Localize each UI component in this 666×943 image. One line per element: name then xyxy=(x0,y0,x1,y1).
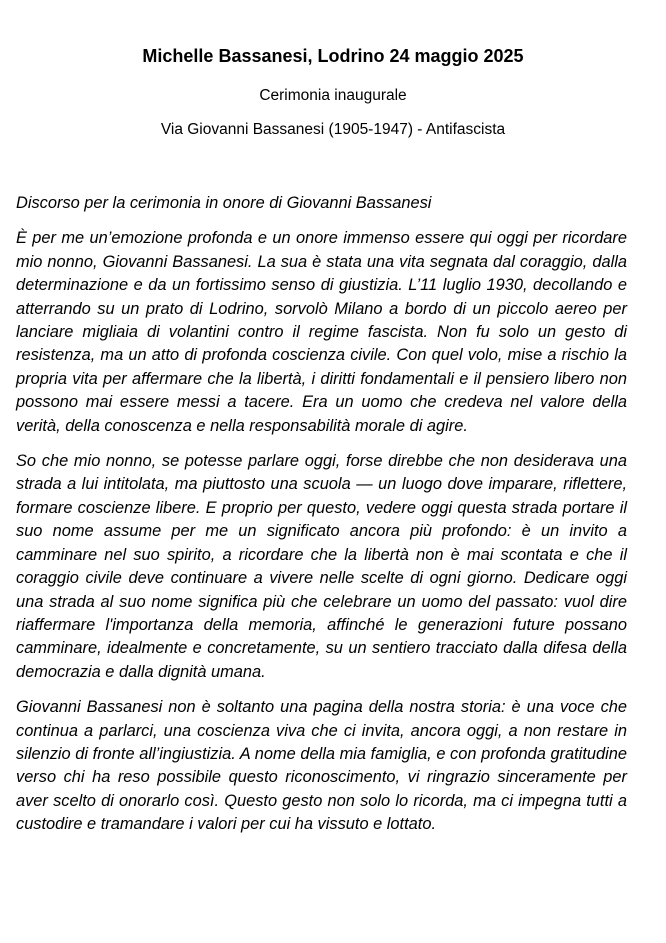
document-subtitle-street: Via Giovanni Bassanesi (1905-1947) - Antifascista xyxy=(160,121,506,138)
speech-paragraph-1: È per me un’emozione profonda e un onore immenso essere qui oggi per ricordare mio nonno, Giovanni Bassanesi. La sua è stata una vita segnata dal coraggio, dalla determinazione e da un fortissimo senso di giustizia. L’11 luglio 1930, decollando e atterrando su un prato di Lodrino, sorvolò Milano a bordo di un piccolo aereo per lanciare migliaia di volantini contro il regime fascista. Non fu solo un gesto di resistenza, ma un atto di profonda coscienza civile. Con quel volo, mise a rischio la propria vita per affermare che la libertà, i diritti fondamentali e il pensiero libero non possono mai essere messi a tacere. Era un uomo che credeva nel valore della verità, della conoscenza e nella responsabilità morale di agire. xyxy=(16,229,627,435)
speech-paragraph-3: Giovanni Bassanesi non è soltanto una pagina della nostra storia: è una voce che continua a parlarci, una coscienza viva che ci invita, ancora oggi, a non restare in silenzio di fronte all’ingiustizia. A nome della mia famiglia, e con profonda gratitudine verso chi ha reso possibile questo riconoscimento, vi ringrazio sinceramente per aver scelto di onorarlo così. Questo gesto non solo lo ricorda, ma ci impegna tutti a custodire e tramandare i valori per cui ha vissuto e lottato. xyxy=(16,698,627,834)
document-subtitle-ceremony: Cerimonia inaugurale xyxy=(259,87,407,104)
speech-body xyxy=(16,192,627,849)
document-title: Michelle Bassanesi, Lodrino 24 maggio 2025 xyxy=(142,46,524,66)
speech-intro: Discorso per la cerimonia in onore di Giovanni Bassanesi xyxy=(16,194,432,212)
speech-paragraph-2: So che mio nonno, se potesse parlare oggi, forse direbbe che non desiderava una strada a lui intitolata, ma piuttosto una scuola — un luogo dove imparare, riflettere, formare coscienze libere. E proprio per questo, vedere oggi questa strada portare il suo nome assume per me un significato ancora più profondo: è un invito a camminare nel suo spirito, a ricordare che la libertà non è mai scontata e che il coraggio civile deve continuare a vivere nelle scelte di ogni giorno. Dedicare oggi una strada al suo nome significa più che celebrare un uomo del passato: vuol dire riaffermare l'importanza della memoria, affinché le generazioni future possano camminare, idealmente e concretamente, su un sentiero tracciato dalla difesa della democrazia e dalla dignità umana. xyxy=(16,452,627,681)
